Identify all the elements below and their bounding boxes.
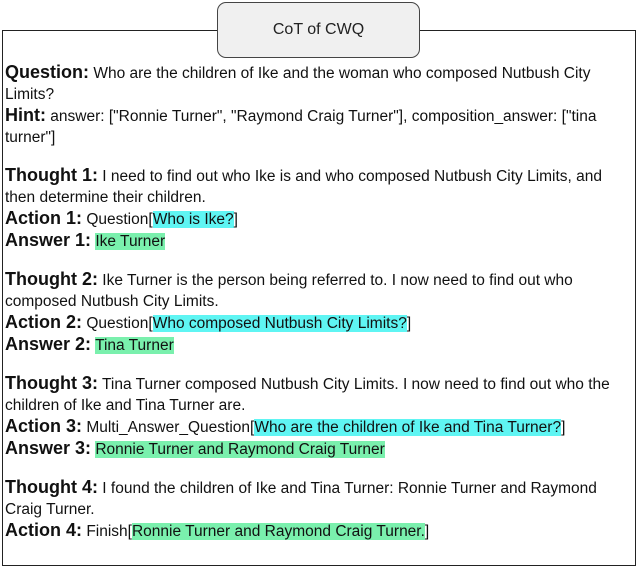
question-line <box>5 62 633 105</box>
action-argument: Ronnie Turner and Raymond Craig Turner. <box>131 523 425 540</box>
intro-block <box>5 62 633 148</box>
answer-text: Ronnie Turner and Raymond Craig Turner <box>95 441 385 458</box>
step-block-2 <box>5 269 633 356</box>
action-argument: Who are the children of Ike and Tina Turner? <box>254 419 562 436</box>
hint-text: answer: ["Ronnie Turner", "Raymond Craig Turner"], composition_answer: ["tina turner"] <box>5 108 597 146</box>
action-close: ] <box>561 419 566 436</box>
answer-label: Answer 3: <box>5 438 92 458</box>
action-label: Action 2: <box>5 312 83 332</box>
step-block-1 <box>5 165 633 252</box>
action-label: Action 3: <box>5 416 83 436</box>
action-line <box>5 416 633 438</box>
cot-content <box>5 62 633 559</box>
thought-line <box>5 373 633 416</box>
thought-text: Tina Turner composed Nutbush City Limits. I now need to find out who the children of Ike and Tina Turner are. <box>5 376 610 414</box>
thought-label: Thought 3: <box>5 373 98 393</box>
action-line <box>5 520 633 542</box>
hint-label: Hint: <box>5 105 46 125</box>
action-label: Action 4: <box>5 520 83 540</box>
action-function: Question[ <box>86 315 153 332</box>
action-close: ] <box>233 211 238 228</box>
question-text: Who are the children of Ike and the woman who composed Nutbush City Limits? <box>5 65 591 103</box>
thought-label: Thought 1: <box>5 165 98 185</box>
thought-label: Thought 2: <box>5 269 98 289</box>
answer-line <box>5 438 633 460</box>
thought-text: I need to find out who Ike is and who composed Nutbush City Limits, and then determine their children. <box>5 168 603 206</box>
page-title: CoT of CWQ <box>272 21 365 38</box>
action-function: Question[ <box>86 211 153 228</box>
answer-line <box>5 230 633 252</box>
action-argument: Who composed Nutbush City Limits? <box>152 315 407 332</box>
thought-text: I found the children of Ike and Tina Turner: Ronnie Turner and Raymond Craig Turner. <box>5 480 597 518</box>
hint-line <box>5 105 633 148</box>
action-function: Multi_Answer_Question[ <box>86 419 255 436</box>
answer-text: Ike Turner <box>95 233 166 250</box>
action-close: ] <box>406 315 412 332</box>
answer-line <box>5 334 633 356</box>
answer-text: Tina Turner <box>95 337 174 354</box>
action-line <box>5 312 633 334</box>
answer-label: Answer 2: <box>5 334 92 354</box>
step-block-3 <box>5 373 633 460</box>
thought-line <box>5 477 633 520</box>
action-close: ] <box>424 523 430 540</box>
action-line <box>5 208 633 230</box>
thought-text: Ike Turner is the person being referred to. I now need to find out who composed Nutbush City Limits. <box>5 272 573 310</box>
thought-line <box>5 269 633 312</box>
action-function: Finish[ <box>86 523 132 540</box>
thought-line <box>5 165 633 208</box>
step-block-4 <box>5 477 633 542</box>
answer-label: Answer 1: <box>5 230 92 250</box>
action-label: Action 1: <box>5 208 83 228</box>
thought-label: Thought 4: <box>5 477 98 497</box>
action-argument: Who is Ike? <box>152 211 234 228</box>
question-label: Question: <box>5 62 89 82</box>
title-box <box>217 2 420 58</box>
